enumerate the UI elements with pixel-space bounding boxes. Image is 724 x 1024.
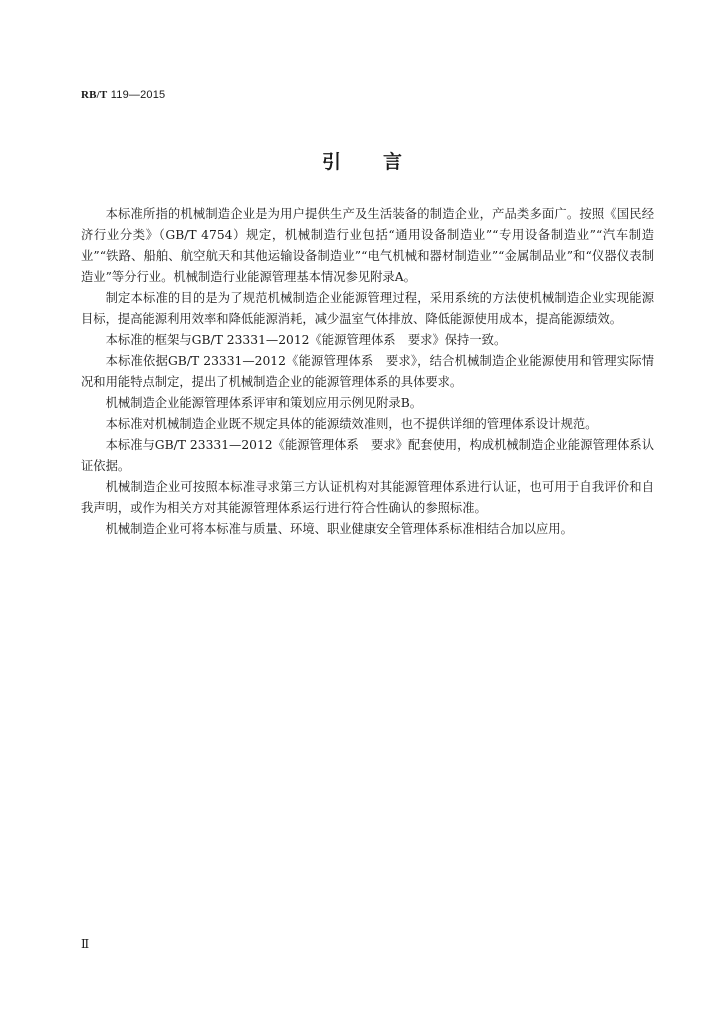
paragraph: 本标准与GB/T 23331—2012《能源管理体系 要求》配套使用，构成机械制造企业能源管理体系认证依据。 bbox=[81, 438, 654, 473]
paragraph: 本标准依据GB/T 23331—2012《能源管理体系 要求》，结合机械制造企业能源使用和管理实际情况和用能特点制定，提出了机械制造企业的能源管理体系的具体要求。 bbox=[81, 354, 654, 389]
standard-code: RB/T bbox=[81, 89, 108, 101]
section-title: 引言 bbox=[321, 151, 444, 173]
paragraph: 机械制造企业可将本标准与质量、环境、职业健康安全管理体系标准相结合加以应用。 bbox=[105, 522, 573, 536]
paragraph: 本标准对机械制造企业既不规定具体的能源绩效准则，也不提供详细的管理体系设计规范。 bbox=[105, 417, 598, 431]
body-text bbox=[81, 204, 654, 540]
paragraph: 本标准所指的机械制造企业是为用户提供生产及生活装备的制造企业，产品类多面广。按照《国民经济行业分类》（GB/T 4754）规定，机械制造行业包括“通用设备制造业”“专用设备制造业”“汽车制造业”“铁路、船舶、航空航天和其他运输设备制造业”“电气机械和器材制造业”“金属制品业”和“仪器仪表制造业”等分行业。机械制造行业能源管理基本情况参见附录A。 bbox=[81, 207, 654, 284]
page-number: Ⅱ bbox=[81, 937, 90, 951]
paragraph: 机械制造企业可按照本标准寻求第三方认证机构对其能源管理体系进行认证，也可用于自我评价和自我声明，或作为相关方对其能源管理体系运行进行符合性确认的参照标准。 bbox=[81, 480, 654, 515]
paragraph: 机械制造企业能源管理体系评审和策划应用示例见附录B。 bbox=[105, 396, 423, 410]
paragraph: 本标准的框架与GB/T 23331—2012《能源管理体系 要求》保持一致。 bbox=[105, 333, 507, 347]
paragraph: 制定本标准的目的是为了规范机械制造企业能源管理过程，采用系统的方法使机械制造企业实现能源目标，提高能源利用效率和降低能源消耗，减少温室气体排放、降低能源使用成本，提高能源绩效。 bbox=[81, 291, 654, 326]
document-header bbox=[81, 89, 165, 101]
standard-number: 119—2015 bbox=[110, 89, 166, 101]
